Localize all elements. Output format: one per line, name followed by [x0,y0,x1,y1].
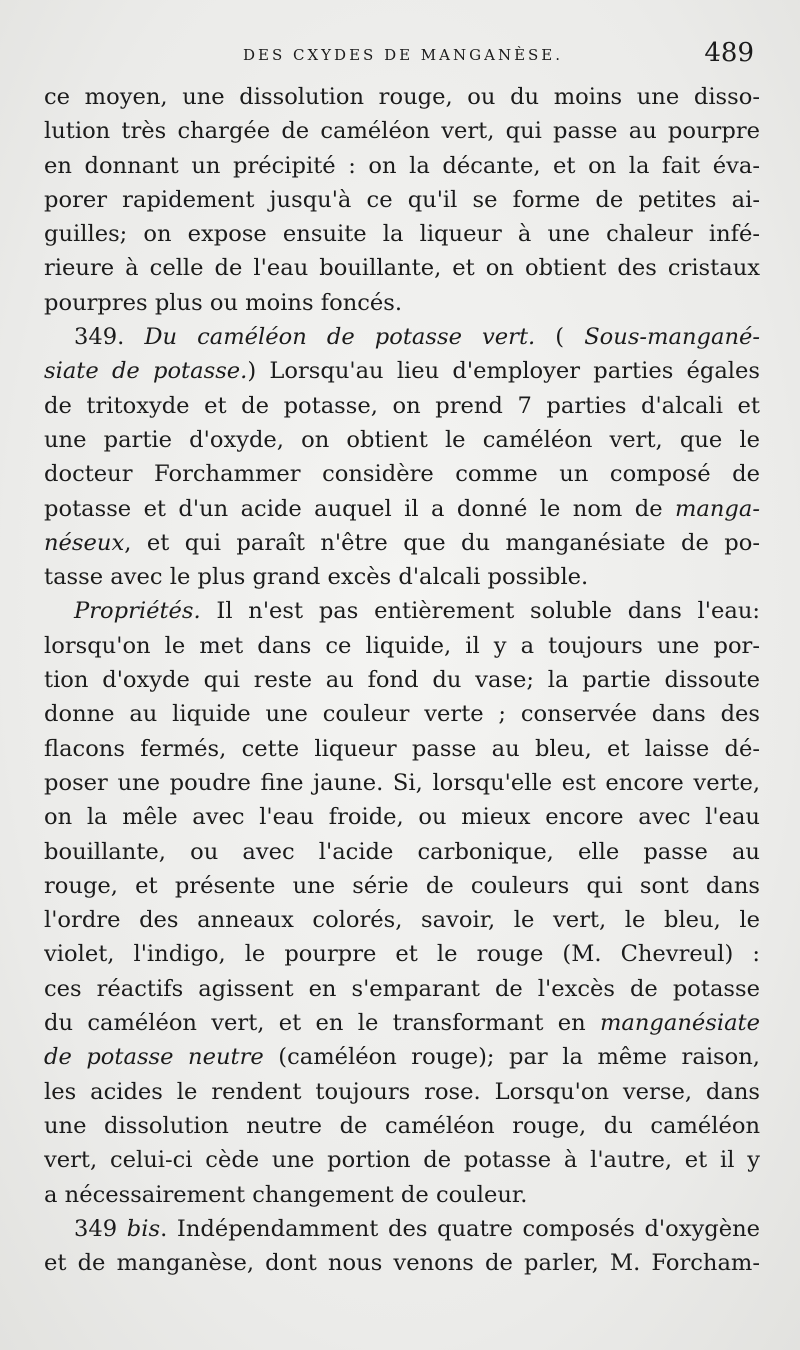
text-line [44,492,760,526]
text-line [44,320,760,354]
text-line [44,457,760,491]
italic-text-segment: néseux [44,529,125,556]
text-line [44,937,760,971]
text-segment: ces réactifs agissent en s'emparant de l'excès de potasse [44,975,760,1002]
italic-text-segment: de potasse neutre [44,1044,264,1071]
body-text [44,80,760,1280]
text-line [44,1143,760,1177]
text-line [44,389,760,423]
text-segment: violet, l'indigo, le pourpre et le rouge (M. Chevreul) : [44,941,760,968]
text-line [44,149,760,183]
italic-text-segment: Du caméléon de potasse vert. [144,324,536,351]
text-segment: une partie d'oxyde, on obtient le caméléon vert, que le [44,426,760,453]
text-segment: rieure à celle de l'eau bouillante, et on obtient des cristaux [44,255,760,282]
text-line [44,217,760,251]
page-number: 489 [704,38,754,68]
text-segment: en donnant un précipité : on la décante, et on la fait éva- [44,152,760,179]
text-line [44,423,760,457]
text-line [44,869,760,903]
text-line [44,1246,760,1280]
text-segment: docteur Forchammer considère comme un composé de [44,461,760,488]
text-segment: lution très chargée de caméléon vert, qui passe au pourpre [44,118,760,145]
text-line [44,835,760,869]
text-line [44,251,760,285]
text-segment: de tritoxyde et de potasse, on prend 7 parties d'alcali et [44,392,760,419]
italic-text-segment: Sous-mangané- [584,324,760,351]
text-line [44,800,760,834]
text-line [44,766,760,800]
text-line [44,594,760,628]
italic-text-segment: manga- [674,495,760,522]
text-line [44,560,760,594]
italic-text-segment: bis [126,1215,161,1242]
text-line [44,80,760,114]
text-segment: tion d'oxyde qui reste au fond du vase; la partie dissoute [44,667,760,694]
text-segment: ) Lorsqu'au lieu d'employer parties égales [247,358,760,385]
text-line [44,1075,760,1109]
page-header [44,38,762,78]
text-segment: une dissolution neutre de caméléon rouge, du caméléon [44,1112,760,1139]
text-segment: et de manganèse, dont nous venons de parler, M. Forcham- [44,1250,760,1277]
text-segment: flacons fermés, cette liqueur passe au bleu, et laisse dé- [44,735,760,762]
text-segment: , et qui paraît n'être que du manganésiate de po- [124,529,760,556]
italic-text-segment: siate de potasse. [44,358,248,385]
text-segment: l'ordre des anneaux colorés, savoir, le vert, le bleu, le [44,907,760,934]
text-segment: vert, celui-ci cède une portion de potasse à l'autre, et il y [44,1147,760,1174]
text-line [44,732,760,766]
italic-text-segment: manganésiate [599,1010,760,1037]
text-line [44,286,760,320]
text-segment: 349 [74,1215,127,1242]
text-line [44,1040,760,1074]
text-segment: ( [535,324,585,351]
text-line [44,1109,760,1143]
text-segment: (caméléon rouge); par la même raison, [263,1044,760,1071]
text-line [44,1212,760,1246]
text-segment: potasse et d'un acide auquel il a donné le nom de [44,495,675,522]
text-line [44,1006,760,1040]
text-segment: pourpres plus ou moins foncés. [44,289,403,316]
text-line [44,697,760,731]
text-segment: du caméléon vert, et en le transformant en [44,1010,600,1037]
text-segment: 349. [74,324,145,351]
text-segment: les acides le rendent toujours rose. Lorsqu'on verse, dans [44,1078,760,1105]
text-segment: tasse avec le plus grand excès d'alcali possible. [44,564,589,591]
text-segment: porer rapidement jusqu'à ce qu'il se forme de petites ai- [44,186,760,213]
text-line [44,183,760,217]
text-line [44,972,760,1006]
text-segment: guilles; on expose ensuite la liqueur à une chaleur infé- [44,221,760,248]
text-segment: lorsqu'on le met dans ce liquide, il y a toujours une por- [44,632,760,659]
text-line [44,629,760,663]
text-line [44,354,760,388]
text-line [44,1178,760,1212]
text-segment: a nécessairement changement de couleur. [44,1181,528,1208]
text-line [44,663,760,697]
text-segment: ce moyen, une dissolution rouge, ou du moins une disso- [44,84,760,110]
text-segment: Il n'est pas entièrement soluble dans l'eau: [200,598,760,625]
text-line [44,526,760,560]
text-line [44,114,760,148]
text-segment: poser une poudre fine jaune. Si, lorsqu'elle est encore verte, [44,769,760,796]
text-segment: donne au liquide une couleur verte ; conservée dans des [44,701,760,728]
text-segment: rouge, et présente une série de couleurs qui sont dans [44,872,760,899]
text-segment: on la mêle avec l'eau froide, ou mieux encore avec l'eau [44,804,760,831]
text-segment: bouillante, ou avec l'acide carbonique, elle passe au [44,838,760,865]
running-title: DES CXYDES DE MANGANÈSE. [242,46,564,64]
text-line [44,903,760,937]
italic-text-segment: Propriétés. [74,598,201,625]
text-segment: . Indépendamment des quatre composés d'oxygène [160,1215,760,1242]
